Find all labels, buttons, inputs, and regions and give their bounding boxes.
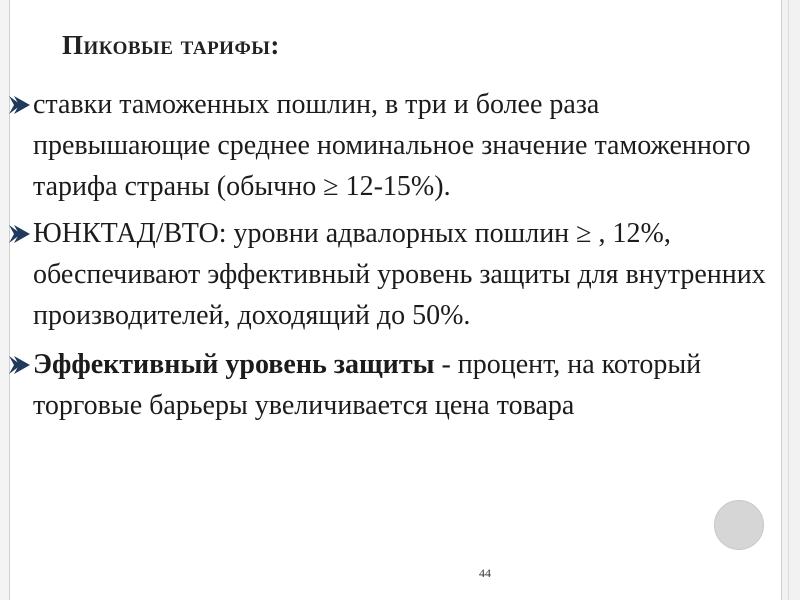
bullet-item-1 <box>8 84 778 207</box>
arrow-bullet-icon <box>8 224 31 244</box>
bullet-item-3 <box>8 344 778 426</box>
arrow-bullet-icon <box>8 355 31 375</box>
bullet-term: Эффективный уровень защиты <box>33 349 435 380</box>
bullet-text: ЮНКТАД/ВТО: уровни адвалорных пошлин ≥ , 12%, обеспечивают эффективный уровень защиты для внутренних производителей, доходящий до 50%. <box>33 218 766 331</box>
bullet-text: - процент, на который торговые барьеры увеличивается цена товара <box>33 349 702 421</box>
bullet-list <box>8 84 778 432</box>
decorative-circle <box>714 500 764 550</box>
bullet-item-2 <box>8 213 778 336</box>
border-line <box>788 0 789 600</box>
page-number: 44 <box>479 566 491 580</box>
arrow-bullet-icon <box>8 95 31 115</box>
slide-title: Пиковые тарифы: <box>62 30 280 60</box>
slide-right-border <box>781 0 800 600</box>
bullet-text: ставки таможенных пошлин, в три и более раза превышающие среднее номинальное значение таможенного тарифа страны (обычно ≥ 12-15%). <box>33 89 751 202</box>
